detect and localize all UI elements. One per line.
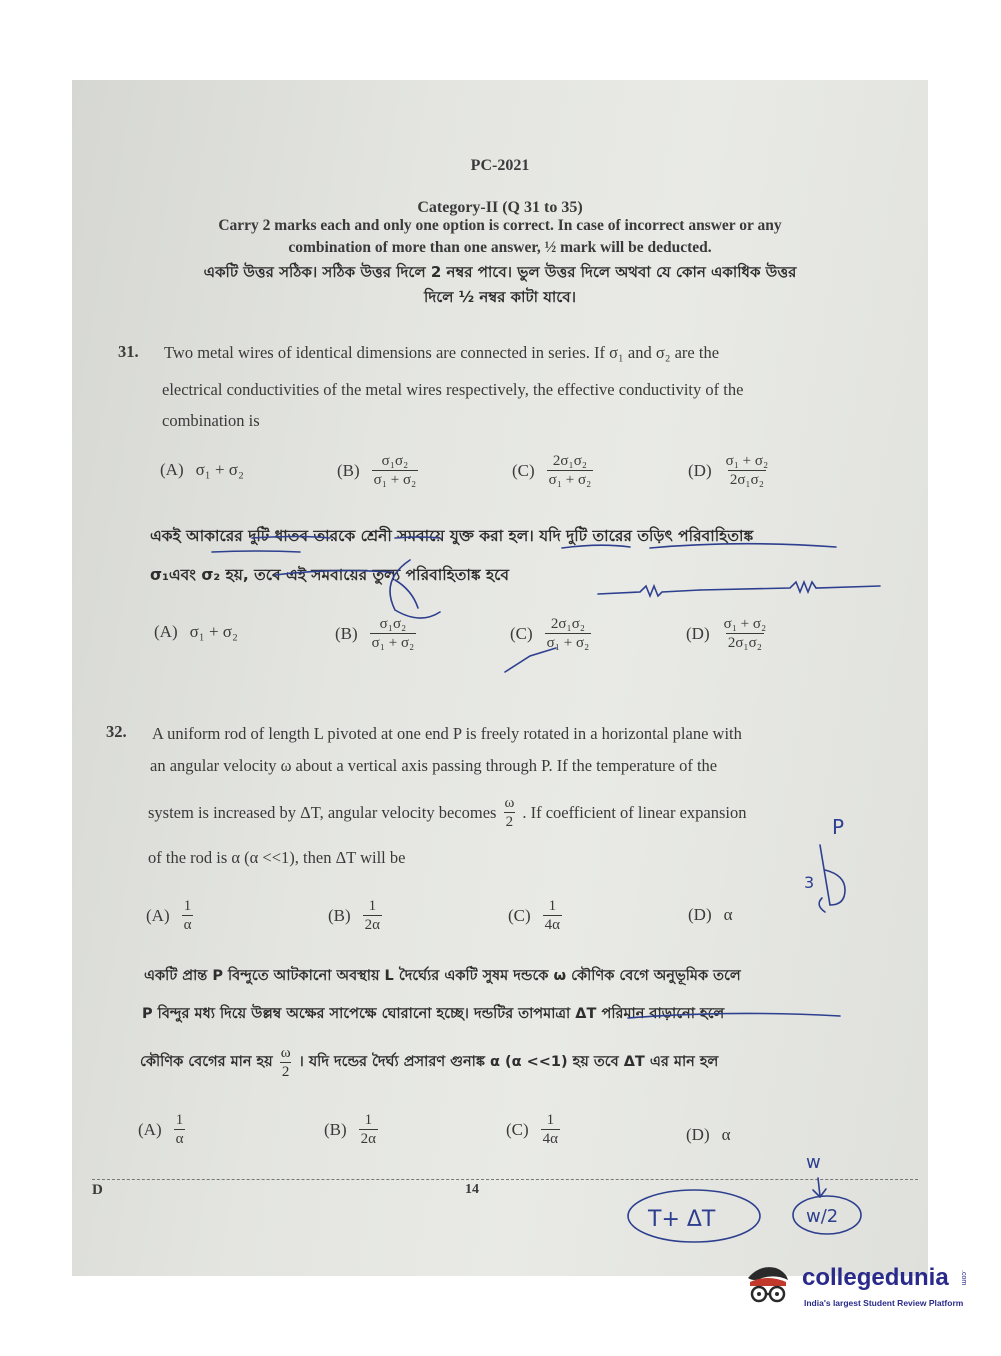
instruction-en-line1: Carry 2 marks each and only one option is correct. In case of incorrect answer or any [218, 217, 782, 234]
q32-bn-omega-half-fraction [279, 1045, 293, 1081]
q32-omega-half-fraction [502, 795, 516, 831]
q31-bn-option-b-num: σ₁σ₂ [379, 616, 407, 632]
q32-bn-option-c [506, 1112, 560, 1148]
q32-bn-option-b [324, 1112, 378, 1148]
q31-bn-option-c-den: σ₁ + σ₂ [546, 635, 590, 651]
q31-bn-option-b-fraction [370, 616, 417, 652]
q32-option-c-fraction [543, 898, 562, 934]
q31-option-b [337, 453, 418, 489]
q31-text-bn-2: σ₁এবং σ₂ হয়, তবে এই সমবায়ের তুল্য পরিবাহিতাঙ্ক হবে [150, 566, 510, 584]
q32-bn-frac-den: 2 [281, 1064, 290, 1080]
q32-option-a-label: (A) [146, 906, 170, 925]
q32-text-en-3a: system is increased by ΔT, angular velocity becomes [148, 803, 497, 822]
q32-bn-option-c-den: 4α [542, 1131, 559, 1147]
pen-note-p: P [832, 815, 845, 839]
q32-text-bn-1: একটি প্রান্ত P বিন্দুতে আটকানো অবস্থায় L দৈর্ঘ্যের একটি সুষম দন্ডকে ω কৌণিক বেগে অনুভূমিক তলে [144, 968, 741, 984]
q32-option-c-label: (C) [508, 906, 531, 925]
category-title: Category-II (Q 31 to 35) [417, 199, 583, 216]
q31-option-a-label: (A) [160, 460, 184, 479]
q32-number: 32. [106, 722, 127, 741]
set-letter: D [92, 1182, 103, 1198]
q31-bn-option-a-value: σ₁ + σ₂ [189, 622, 238, 641]
q31-bn-option-d-num: σ₁ + σ₂ [723, 616, 767, 632]
q32-option-a-num: 1 [183, 898, 192, 914]
q31-option-d-fraction [724, 453, 771, 489]
exam-paper [72, 80, 928, 1276]
q32-bn-option-c-label: (C) [506, 1120, 529, 1139]
q31-bn-option-a [154, 622, 238, 642]
q32-option-b-fraction [363, 898, 382, 934]
q31-number: 31. [118, 342, 139, 361]
q31-option-c-fraction [547, 453, 594, 489]
brand-com: .com [960, 1270, 967, 1286]
q31-bn-option-a-label: (A) [154, 622, 178, 641]
q31-bn-option-b [335, 616, 416, 652]
q32-option-a [146, 898, 193, 934]
instruction-en-line2: combination of more than one answer, ½ mark will be deducted. [288, 239, 712, 256]
q32-text-en-4: of the rod is α (α <<1), then ΔT will be [148, 848, 406, 867]
q31-bn-option-d [686, 616, 768, 652]
q32-bn-option-a-label: (A) [138, 1120, 162, 1139]
footer-divider [92, 1179, 918, 1180]
q32-option-a-fraction [182, 898, 194, 934]
q31-option-c [512, 453, 593, 489]
q31-option-c-label: (C) [512, 461, 535, 480]
q32-option-b-den: 2α [364, 917, 381, 933]
instruction-bn-line2: দিলে ½ নম্বর কাটা যাবে। [424, 288, 576, 306]
q31-bn-option-c-fraction [545, 616, 592, 652]
q31-text-en-1: Two metal wires of identical dimensions are connected in series. If σ₁ and σ₂ are the [164, 343, 720, 362]
q31-bn-option-c [510, 616, 591, 652]
q32-option-d [688, 905, 733, 925]
q31-text-en-2: electrical conductivities of the metal wires respectively, the effective conductivity of the [162, 380, 744, 399]
q32-frac-den: 2 [505, 814, 514, 830]
q31-option-c-num: 2σ₁σ₂ [552, 453, 588, 469]
q32-text-bn-3 [140, 1045, 718, 1081]
brand-name: collegedunia [802, 1264, 949, 1291]
q32-bn-option-d [686, 1125, 731, 1145]
q32-text-bn-3b: । যদি দন্ডের দৈর্ঘ্য প্রসারণ গুনাঙ্ক α (α <<1) হয় তবে ΔT এর মান হল [298, 1054, 719, 1070]
q32-text-bn-2: P বিন্দুর মধ্য দিয়ে উল্লম্ব অক্ষের সাপেক্ষে ঘোরানো হচ্ছে। দন্ডটির তাপমাত্রা ΔT পরিমান বাড়ানো হলে [142, 1006, 725, 1022]
q32-bn-option-b-fraction [359, 1112, 378, 1148]
q31-bn-option-d-label: (D) [686, 624, 710, 643]
q32-bn-option-b-label: (B) [324, 1120, 347, 1139]
q32-text-en-1: A uniform rod of length L pivoted at one end P is freely rotated in a horizontal plane with [152, 724, 742, 743]
q32-text-en-3b: . If coefficient of linear expansion [522, 803, 747, 822]
page-number: 14 [465, 1182, 479, 1197]
q32-bn-option-d-label: (D) [686, 1125, 710, 1144]
q31-option-b-label: (B) [337, 461, 360, 480]
q32-text-en-2: an angular velocity ω about a vertical axis passing through P. If the temperature of the [150, 756, 718, 775]
q32-option-b-num: 1 [368, 898, 377, 914]
q31-option-d-den: 2σ₁σ₂ [729, 472, 764, 488]
q32-option-d-value: α [723, 905, 733, 924]
q32-option-a-den: α [183, 917, 192, 933]
q31-option-a [160, 460, 244, 480]
q32-option-d-label: (D) [688, 905, 712, 924]
q31-option-d-num: σ₁ + σ₂ [725, 453, 769, 469]
pen-note-w2: w/2 [806, 1206, 839, 1227]
q32-bn-option-a-num: 1 [175, 1112, 184, 1128]
q31-text-bn-1: একই আকারের দুটি ধাতব তারকে শ্রেনী সমবায়ে যুক্ত করা হল। যদি দুটি তারের তড়িৎ পরিবাহিতাঙ্ক [150, 527, 754, 545]
q32-option-c-num: 1 [548, 898, 557, 914]
q32-option-c [508, 898, 562, 934]
q32-bn-option-a [138, 1112, 185, 1148]
pen-note-t-dt: T+ ΔT [648, 1207, 716, 1232]
q32-option-b-label: (B) [328, 906, 351, 925]
q31-option-d [688, 453, 770, 489]
q32-frac-num: ω [504, 795, 515, 811]
q31-option-b-num: σ₁σ₂ [381, 453, 409, 469]
q32-text-en-3 [148, 795, 747, 831]
q31-option-b-den: σ₁ + σ₂ [373, 472, 417, 488]
q31-text-en-3: combination is [162, 411, 260, 430]
q32-bn-option-d-value: α [721, 1125, 731, 1144]
q31-option-b-fraction [372, 453, 419, 489]
q31-bn-option-c-label: (C) [510, 624, 533, 643]
q32-bn-option-a-fraction [174, 1112, 186, 1148]
brand-logo [742, 1262, 982, 1314]
q31-bn-option-c-num: 2σ₁σ₂ [550, 616, 586, 632]
q32-option-b [328, 898, 382, 934]
q32-bn-frac-num: ω [280, 1045, 291, 1061]
q32-text-bn-3a: কৌণিক বেগের মান হয় [140, 1054, 273, 1070]
instruction-bn-line1: একটি উত্তর সঠিক। সঠিক উত্তর দিলে 2 নম্বর পাবে। ভুল উত্তর দিলে অথবা যে কোন একাধিক উত্তর [203, 263, 797, 281]
q32-bn-option-a-den: α [175, 1131, 184, 1147]
pen-note-w: w [806, 1152, 821, 1173]
q31-bn-option-b-label: (B) [335, 624, 358, 643]
q31-option-d-label: (D) [688, 461, 712, 480]
q31-option-a-value: σ₁ + σ₂ [195, 460, 244, 479]
exam-code: PC-2021 [470, 157, 530, 174]
brand-tagline: India's largest Student Review Platform [804, 1298, 964, 1308]
mascot-icon [742, 1264, 796, 1312]
q32-bn-option-b-num: 1 [364, 1112, 373, 1128]
q31-bn-option-d-den: 2σ₁σ₂ [727, 635, 762, 651]
pen-note-3: 3 [804, 873, 815, 892]
q32-option-c-den: 4α [544, 917, 561, 933]
q32-bn-option-c-num: 1 [546, 1112, 555, 1128]
q31-option-c-den: σ₁ + σ₂ [548, 472, 592, 488]
q32-bn-option-b-den: 2α [360, 1131, 377, 1147]
q32-bn-option-c-fraction [541, 1112, 560, 1148]
q31-bn-option-b-den: σ₁ + σ₂ [371, 635, 415, 651]
q31-bn-option-d-fraction [722, 616, 769, 652]
